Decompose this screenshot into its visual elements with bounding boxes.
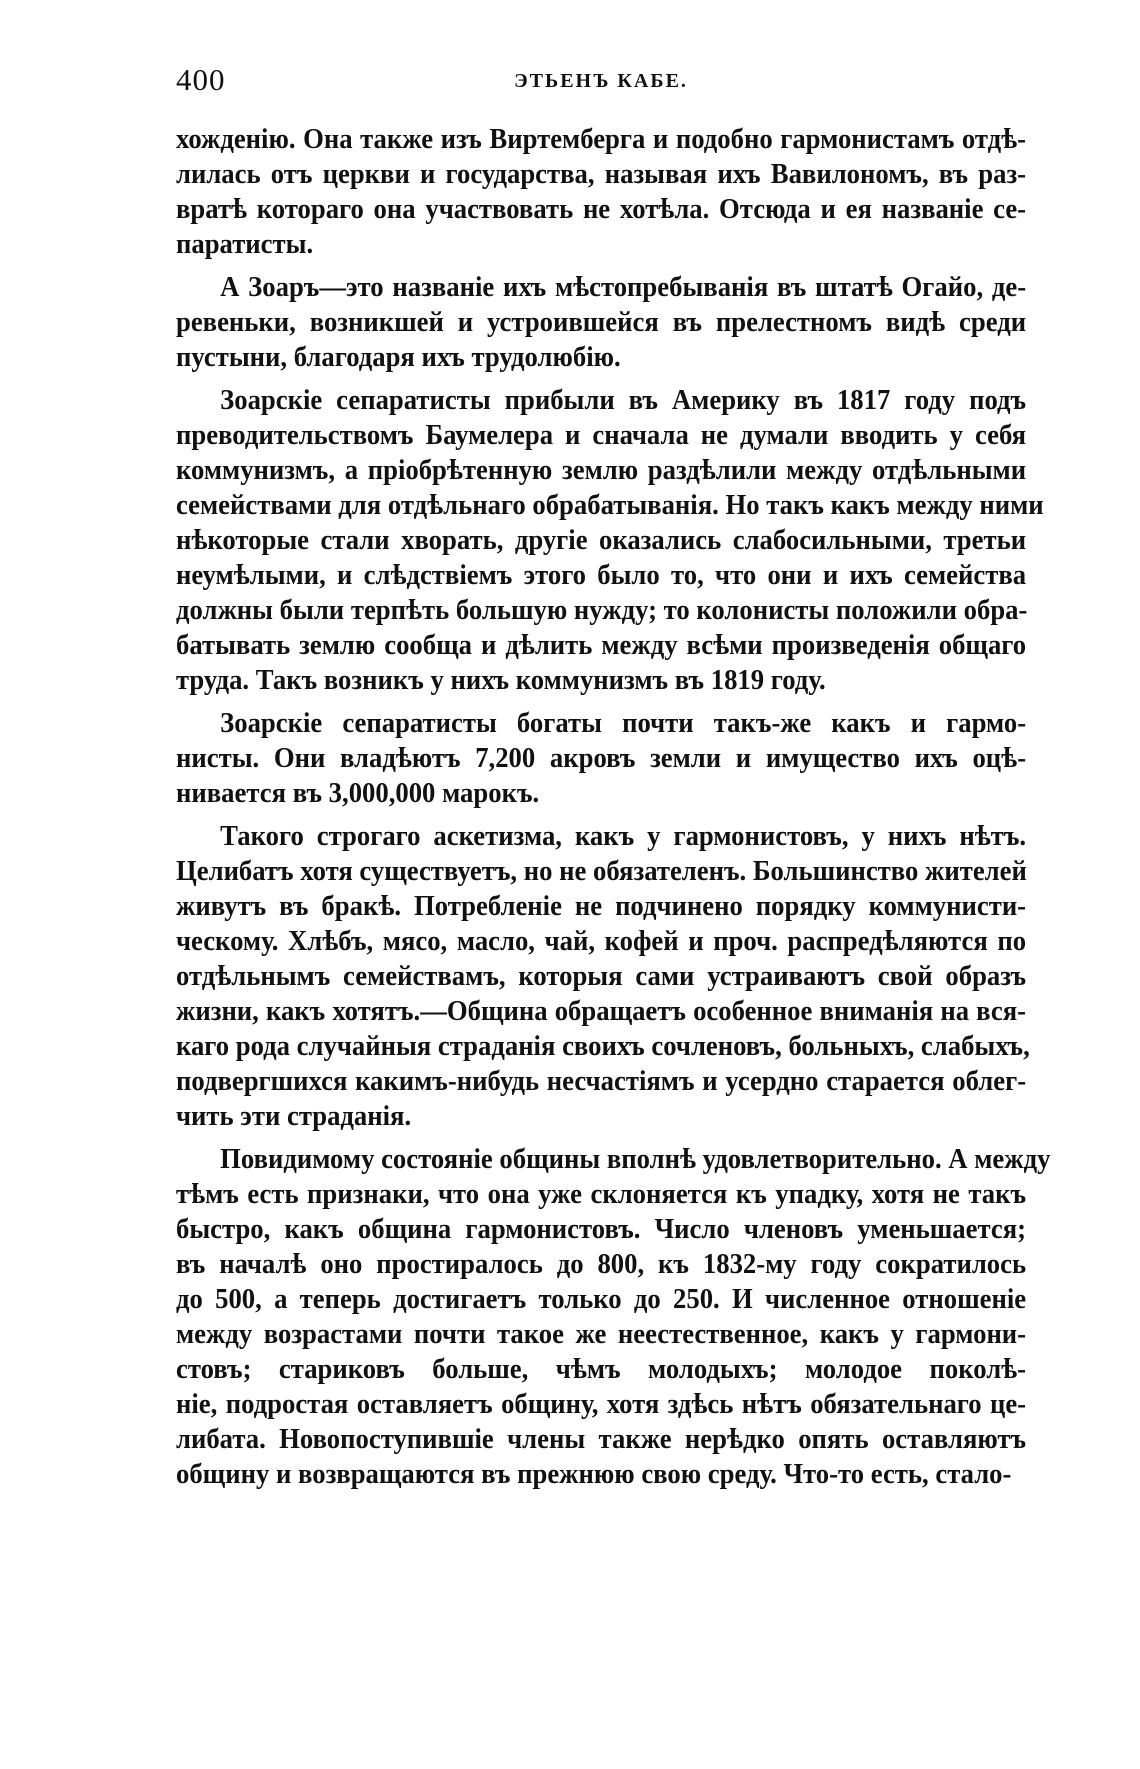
text-line: быстро, какъ община гармонистовъ. Число членовъ уменьшается; — [176, 1213, 1027, 1245]
text-line: батывать землю сообща и дѣлить между всѣми произведенія общаго — [176, 629, 1027, 661]
text-line: труда. Такъ возникъ у нихъ коммунизмъ въ 1819 году. — [176, 664, 826, 696]
text-line: нѣкоторые стали хворать, другіе оказались слабосильными, третьи — [176, 524, 1027, 556]
running-title: ЭТЬЕНЪ КАБЕ. — [514, 70, 688, 92]
text-line: либата. Новопоступившіе члены также нерѣдко опять оставляютъ — [176, 1423, 1027, 1455]
text-line: Такого строгаго аскетизма, какъ у гармонистовъ, у нихъ нѣтъ. — [220, 820, 1027, 852]
text-line: коммунизмъ, а пріобрѣтенную землю раздѣлили между отдѣльными — [176, 454, 1027, 486]
text-line: лилась отъ церкви и государства, называя ихъ Вавилономъ, въ раз- — [176, 158, 1027, 190]
text-line: Повидимому состояніе общины вполнѣ удовлетворительно. А между — [220, 1143, 1051, 1175]
paragraph — [176, 819, 1030, 1134]
paragraph — [176, 706, 1026, 811]
text-line: нивается въ 3,000,000 марокъ. — [176, 777, 540, 809]
paragraph — [176, 383, 1044, 698]
text-line: ревеньки, возникшей и устроившейся въ прелестномъ видѣ среди — [176, 306, 1027, 338]
text-line: семействами для отдѣльнаго обрабатыванія. Но такъ какъ между ними — [176, 489, 1044, 521]
text-line: чить эти страданія. — [176, 1100, 412, 1132]
text-line: тѣмъ есть признаки, что она уже склоняется къ упадку, хотя не такъ — [176, 1178, 1027, 1210]
text-line: Целибатъ хотя существуетъ, но не обязателенъ. Большинство жителей — [176, 855, 1027, 887]
text-line: до 500, а теперь достигаетъ только до 250. И численное отношеніе — [176, 1283, 1027, 1315]
text-line: паратисты. — [176, 228, 314, 260]
page-number: 400 — [176, 62, 226, 97]
text-line: Зоарскіе сепаратисты прибыли въ Америку въ 1817 году подъ — [220, 384, 1027, 416]
text-line: вратѣ котораго она участвовать не хотѣла. Отсюда и ея названіе се- — [176, 193, 1027, 225]
text-line: отдѣльнымъ семействамъ, которыя сами устраиваютъ свой образъ — [176, 960, 1027, 992]
body-text — [176, 122, 1051, 1500]
text-line: живутъ въ бракѣ. Потребленіе не подчинено порядку коммунисти- — [176, 890, 1027, 922]
paragraph — [176, 122, 1026, 262]
text-line: подвергшихся какимъ-нибудь несчастіямъ и усердно старается облег- — [176, 1065, 1027, 1097]
paragraph — [176, 1142, 1051, 1492]
text-line: каго рода случайныя страданія своихъ сочленовъ, больныхъ, слабыхъ, — [176, 1030, 1030, 1062]
text-line: общину и возвращаются въ прежнюю свою среду. Что-то есть, стало- — [176, 1458, 1012, 1490]
page-header — [176, 62, 1026, 96]
text-line: стовъ; стариковъ больше, чѣмъ молодыхъ; молодое поколѣ- — [176, 1353, 1027, 1385]
text-line: нисты. Они владѣютъ 7,200 акровъ земли и имущество ихъ оцѣ- — [176, 742, 1027, 774]
text-line: жизни, какъ хотятъ.—Община обращаетъ особенное вниманія на вся- — [176, 995, 1027, 1027]
text-line: между возрастами почти такое же неестественное, какъ у гармони- — [176, 1318, 1027, 1350]
paragraph — [176, 270, 1026, 375]
text-line: должны были терпѣть большую нужду; то колонисты положили обра- — [176, 594, 1028, 626]
text-line: А Зоаръ—это названіе ихъ мѣстопребыванія въ штатѣ Огайо, де- — [220, 271, 1027, 303]
text-line: ніе, подростая оставляетъ общину, хотя здѣсь нѣтъ обязательнаго це- — [176, 1388, 1027, 1420]
text-line: Зоарскіе сепаратисты богаты почти такъ-же какъ и гармо- — [220, 707, 1027, 739]
text-line: преводительствомъ Баумелера и сначала не думали вводить у себя — [176, 419, 1027, 451]
text-line: неумѣлыми, и слѣдствіемъ этого было то, что они и ихъ семейства — [176, 559, 1027, 591]
text-line: хожденію. Она также изъ Виртемберга и подобно гармонистамъ отдѣ- — [176, 123, 1027, 155]
text-line: ческому. Хлѣбъ, мясо, масло, чай, кофей и проч. распредѣляются по — [176, 925, 1027, 957]
text-line: въ началѣ оно простиралось до 800, къ 1832-му году сократилось — [176, 1248, 1027, 1280]
text-line: пустыни, благодаря ихъ трудолюбію. — [176, 341, 621, 373]
